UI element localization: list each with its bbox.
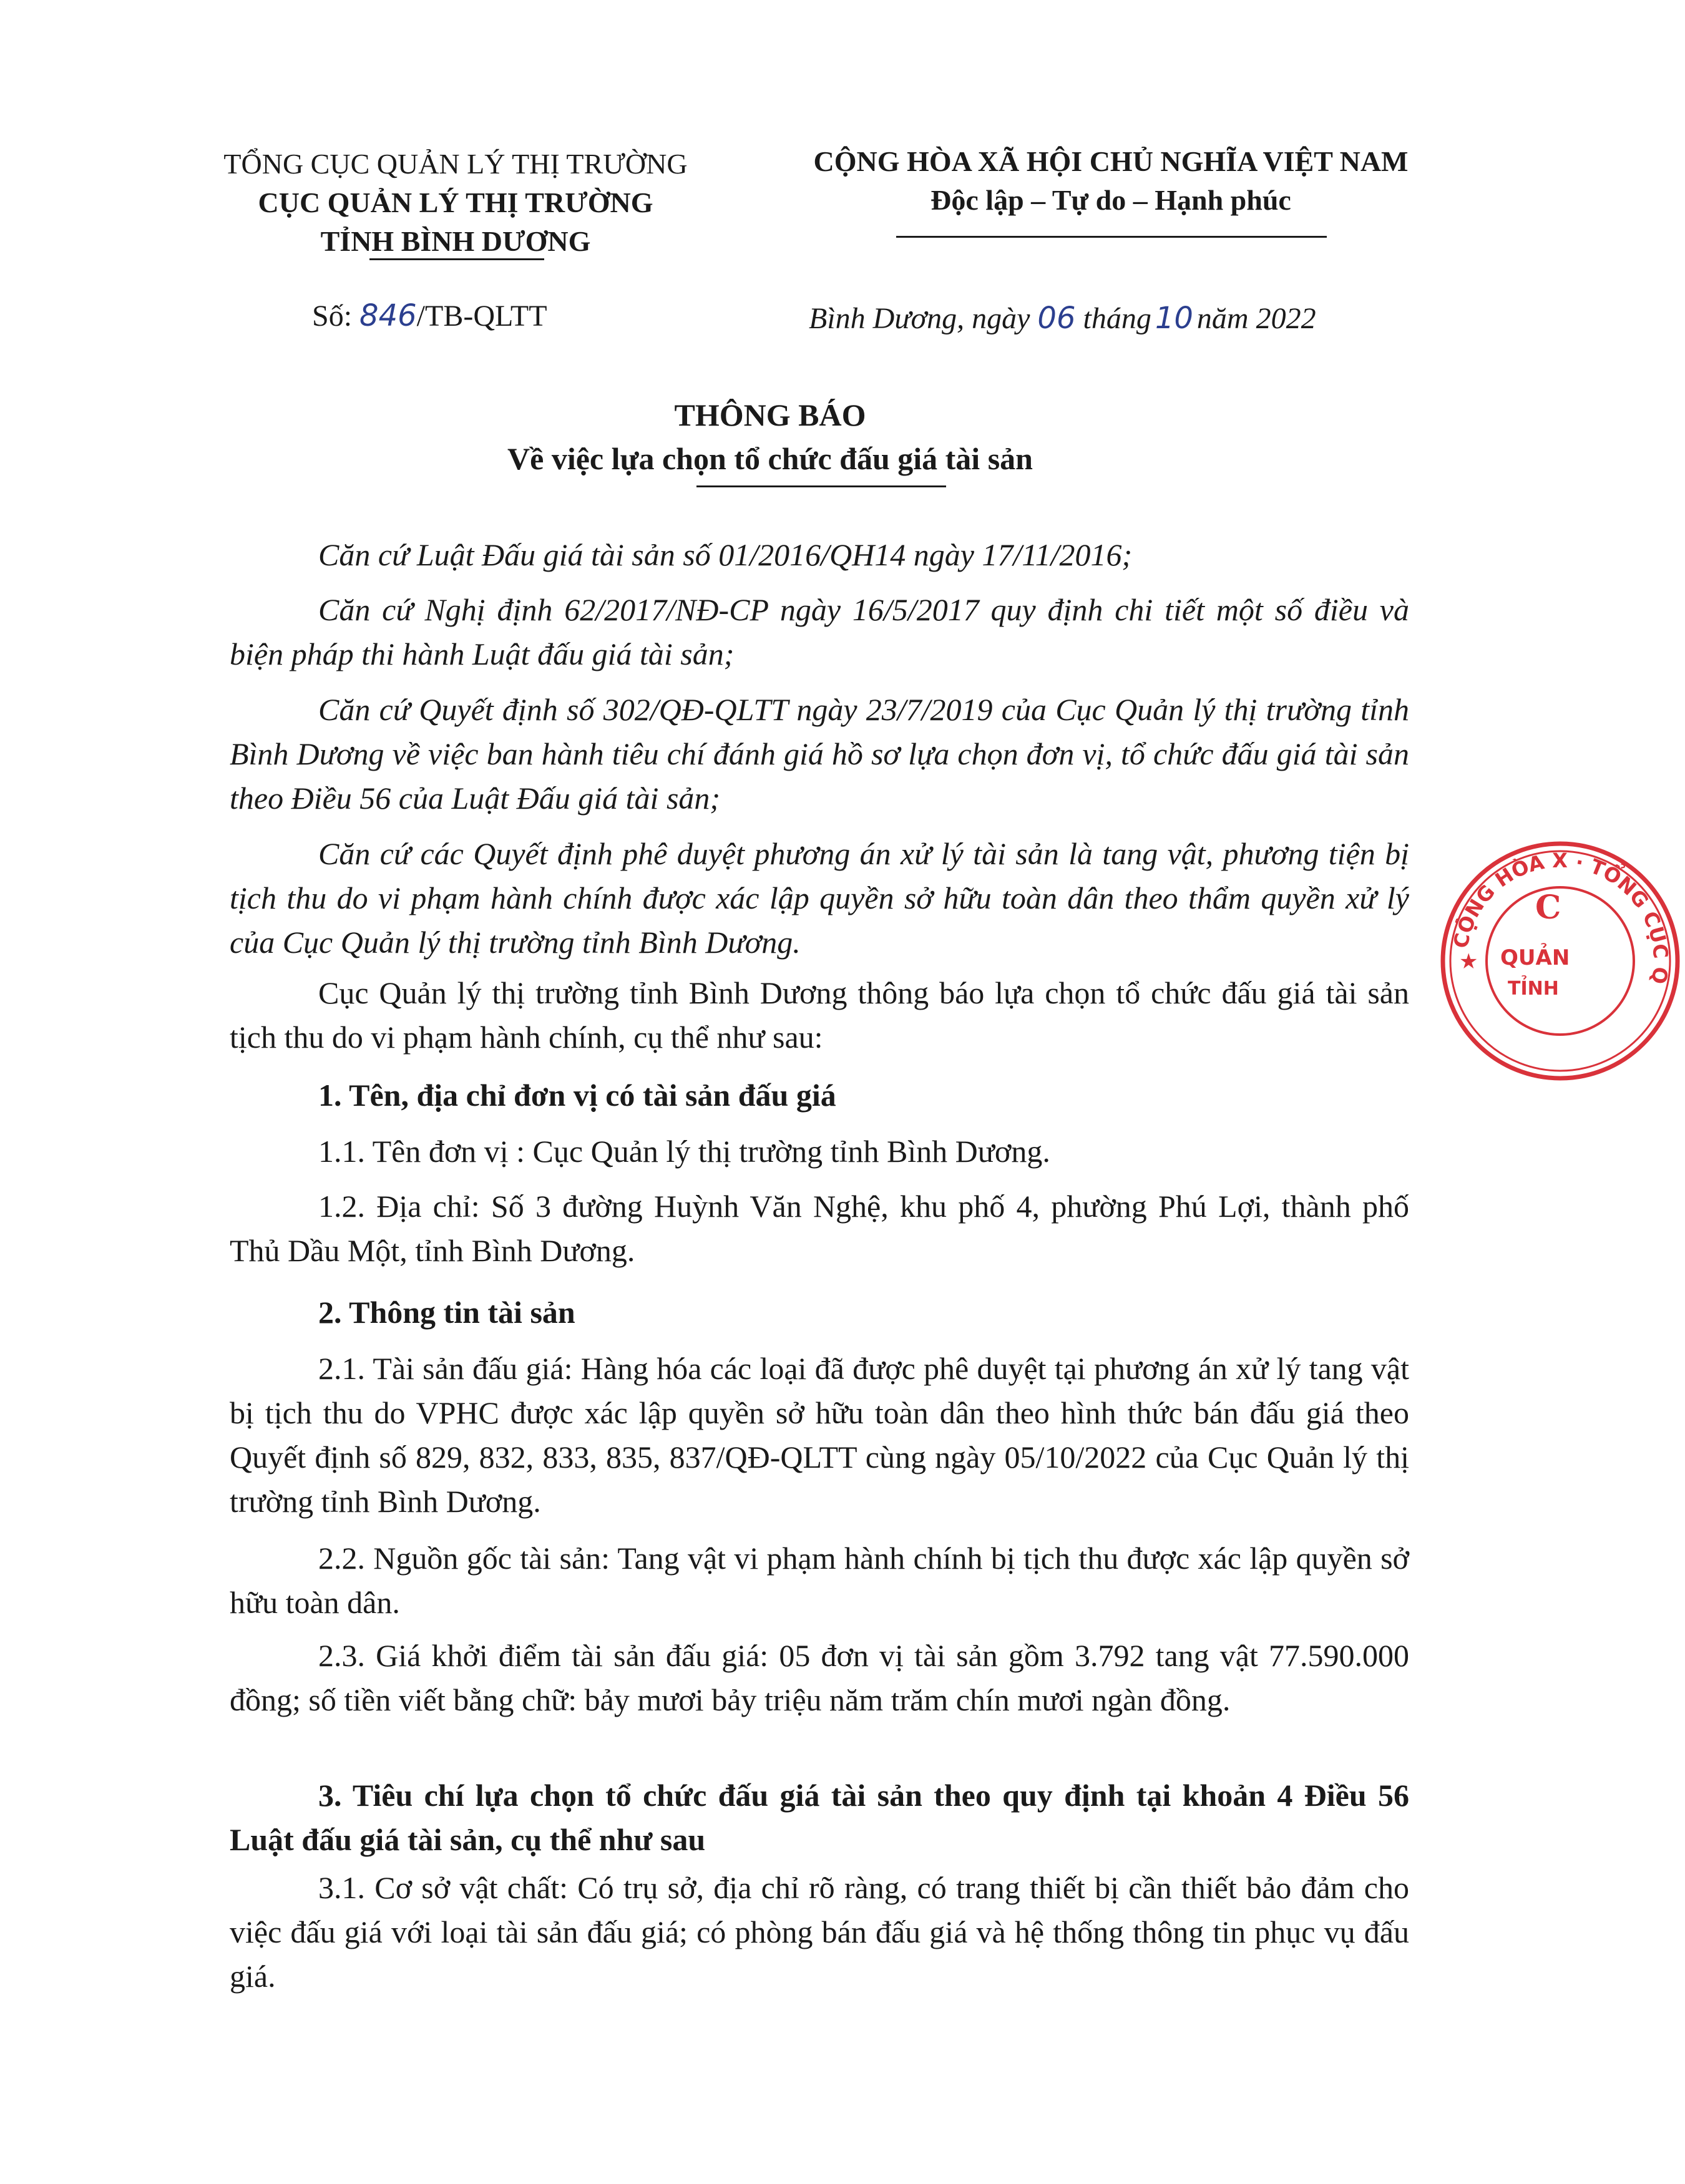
document-number — [312, 296, 547, 336]
intro-paragraph: Cục Quản lý thị trường tỉnh Bình Dương thông báo lựa chọn tổ chức đấu giá tài sản tịch thu do vi phạm hành chính, cụ thể như sau: — [230, 975, 1409, 1055]
seal-center-top: QUẢN — [1500, 945, 1570, 970]
section3-heading: 3. Tiêu chí lựa chọn tổ chức đấu giá tài sản theo quy định tại khoản 4 Điều 56 Luật đấu giá tài sản, cụ thể như sau — [230, 1778, 1409, 1857]
legal-basis-3: Căn cứ Quyết định số 302/QĐ-QLTT ngày 23/7/2019 của Cục Quản lý thị trường tỉnh Bình Dương về việc ban hành tiêu chí đánh giá hồ sơ lựa chọn đơn vị, tổ chức đấu giá tài sản theo Điều 56 của Luật Đấu giá tài sản; — [230, 692, 1409, 816]
section2-item-1: 2.1. Tài sản đấu giá: Hàng hóa các loại đã được phê duyệt tại phương án xử lý tang vật bị tịch thu do VPHC được xác lập quyền sở hữu toàn dân theo hình thức bán đấu giá theo Quyết định số 829, 832, 833, 835, 837/QĐ-QLTT cùng ngày 05/10/2022 của Cục Quản lý thị trường tỉnh Bình Dương. — [230, 1351, 1409, 1519]
ministry-name: TỔNG CỤC QUẢN LÝ THỊ TRƯỜNG — [223, 148, 688, 180]
section2-item-3: 2.3. Giá khởi điểm tài sản đấu giá: 05 đơn vị tài sản gồm 3.792 tang vật 77.590.000 đồng; số tiền viết bằng chữ: bảy mươi bảy triệu năm trăm chín mươi ngàn đồng. — [230, 1638, 1409, 1717]
section1-item-1: 1.1. Tên đơn vị : Cục Quản lý thị trường tỉnh Bình Dương. — [318, 1134, 1050, 1169]
official-seal — [1435, 836, 1685, 1086]
document-date — [809, 298, 1316, 339]
agency-underline — [369, 258, 544, 260]
number-prefix: Số: — [312, 300, 353, 333]
date-year: năm 2022 — [1196, 302, 1316, 335]
section3-item-1: 3.1. Cơ sở vật chất: Có trụ sở, địa chỉ rõ ràng, có trang thiết bị cần thiết bảo đảm cho việc đấu giá với loại tài sản đấu giá; có phòng bán đấu giá và hệ thống thông tin phục vụ đấu giá. — [230, 1870, 1409, 1994]
number-suffix: /TB-QLTT — [416, 300, 547, 333]
section1-item-2: 1.2. Địa chỉ: Số 3 đường Huỳnh Văn Nghệ, khu phố 4, phường Phú Lợi, thành phố Thủ Dầu Một, tỉnh Bình Dương. — [230, 1189, 1409, 1268]
legal-basis-1: Căn cứ Luật Đấu giá tài sản số 01/2016/QH14 ngày 17/11/2016; — [318, 537, 1133, 572]
national-header — [774, 142, 1448, 220]
department-name: CỤC QUẢN LÝ THỊ TRƯỜNG — [258, 187, 653, 218]
section2-heading: 2. Thông tin tài sản — [318, 1295, 575, 1330]
section1-heading: 1. Tên, địa chỉ đơn vị có tài sản đấu giá — [318, 1078, 836, 1113]
legal-basis-2: Căn cứ Nghị định 62/2017/NĐ-CP ngày 16/5/2017 quy định chi tiết một số điều và biện pháp thi hành Luật đấu giá tài sản; — [230, 592, 1409, 671]
section2-item-2: 2.2. Nguồn gốc tài sản: Tang vật vi phạm hành chính bị tịch thu được xác lập quyền sở hữu toàn dân. — [230, 1541, 1409, 1620]
date-month: 10 — [1155, 301, 1193, 336]
motto-underline — [896, 236, 1327, 238]
title-underline — [696, 485, 946, 487]
legal-basis-4: Căn cứ các Quyết định phê duyệt phương án xử lý tài sản là tang vật, phương tiện bị tịch thu do vi phạm hành chính được xác lập quyền sở hữu toàn dân theo thẩm quyền xử lý của Cục Quản lý thị trường tỉnh Bình Dương. — [230, 836, 1409, 960]
seal-star-icon: ★ — [1459, 949, 1478, 974]
number-handwritten: 846 — [359, 298, 417, 333]
seal-center-bottom: TỈNH — [1508, 978, 1559, 1000]
date-month-label: tháng — [1083, 302, 1151, 335]
national-motto: Độc lập – Tự do – Hạnh phúc — [930, 184, 1291, 216]
date-day: 06 — [1037, 301, 1076, 336]
seal-ring-text: CỘNG HÒA X · TỔNG CỤC Q — [1448, 848, 1673, 986]
national-name: CỘNG HÒA XÃ HỘI CHỦ NGHĨA VIỆT NAM — [813, 145, 1409, 177]
agency-header — [187, 145, 724, 261]
province-name: TỈNH BÌNH DƯƠNG — [320, 225, 591, 257]
document-title: THÔNG BÁO — [674, 397, 866, 432]
date-place: Bình Dương, ngày — [809, 302, 1030, 335]
seal-letter: C — [1535, 889, 1561, 927]
document-subtitle: Về việc lựa chọn tổ chức đấu giá tài sản — [507, 441, 1033, 476]
